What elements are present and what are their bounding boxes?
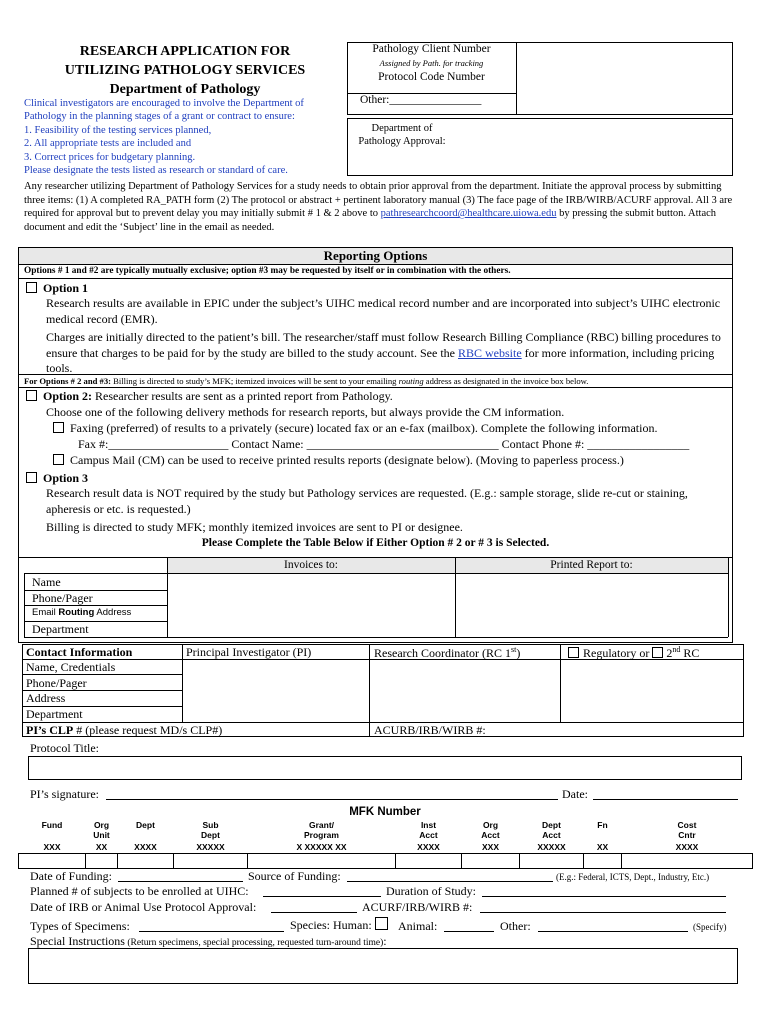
option-3-checkbox[interactable] <box>26 472 37 483</box>
invoices-to-header: Invoices to: <box>284 559 338 571</box>
options-note-b: address as designated in the invoice box below. <box>423 376 589 386</box>
option-3[interactable] <box>26 471 88 486</box>
mfk-input-row <box>19 853 753 868</box>
rc-header-end: ) <box>516 646 521 660</box>
printed-report-header: Printed Report to: <box>550 559 633 571</box>
client-number-sub: Assigned by Path. for tracking <box>379 58 484 68</box>
pi-header: Principal Investigator (PI) <box>186 645 312 659</box>
pi-clp-rest: # (please request MD/s CLP#) <box>73 723 223 737</box>
planned-subjects-label: Planned # of subjects to be enrolled at UIHC: <box>30 884 249 898</box>
approval-label <box>347 122 457 148</box>
mfk-dept-input[interactable] <box>118 853 174 868</box>
mfk-inst-acct: Acct <box>419 830 438 840</box>
title-line-2: UTILIZING PATHOLOGY SERVICES <box>64 63 306 78</box>
specify-hint: (Specify) <box>693 922 727 932</box>
mfk-header-org-unit <box>86 820 118 842</box>
acurf-label: ACURF/IRB/WIRB #: <box>362 900 473 914</box>
special-hint: (Return specimens, special processing, requested turn-around time) <box>124 938 384 948</box>
second-rc-sup: nd <box>672 645 681 654</box>
option-2-choose: Choose one of the following delivery methods for research reports, but always provide the CM information. <box>46 405 565 419</box>
mfk-header-dept-acct <box>520 820 584 842</box>
mfk-header-cost-cntr <box>622 820 753 842</box>
option-1-desc: Research results are available in EPIC under the subject’s UIHC medical record number and are incorporated into subject’s UIHC electronic medical record (EMR). <box>46 296 721 326</box>
mfk-header-sub-dept <box>174 820 248 842</box>
invoice-row-phone: Phone/Pager <box>32 591 93 605</box>
mfk-fund-format: XXX <box>43 842 61 852</box>
mfk-inst: Inst <box>420 820 437 830</box>
option-2-label: Option 2: <box>43 389 93 403</box>
mfk-dept-acct-format: XXXXX <box>537 842 566 852</box>
mfk-sub: Sub <box>202 820 219 830</box>
mfk-fn-input[interactable] <box>584 853 622 868</box>
contact-heading: Contact Information <box>26 645 133 659</box>
source-of-funding-label: Source of Funding: <box>248 869 341 883</box>
mfk-org-acct-format: XXX <box>481 842 499 852</box>
campus-mail-option[interactable] <box>53 453 624 468</box>
email-label-rest: Address <box>94 607 132 618</box>
date-label: Date: <box>562 787 588 801</box>
mfk-program: Program <box>304 830 339 840</box>
mfk-grant-format: X XXXXX XX <box>296 842 347 852</box>
mfk-unit: Unit <box>93 830 110 840</box>
option-1[interactable] <box>26 281 88 296</box>
client-number-label: Pathology Client Number <box>372 43 491 55</box>
printed-report-input[interactable] <box>456 574 727 636</box>
intro-item-1: 1. Feasibility of the testing services planned, <box>24 124 212 136</box>
option-3-text <box>46 486 731 536</box>
rc-header-text: Research Coordinator (RC 1 <box>374 646 511 660</box>
human-checkbox[interactable] <box>375 917 388 930</box>
mfk-heading: MFK Number <box>349 806 421 818</box>
date-of-funding-label: Date of Funding: <box>30 869 112 883</box>
instructions-text: Any researcher utilizing Department of Pathology Services for a study needs to obtain prior approval from the department. Initiate the approval process by submitting three items: (1) A completed RA_PATH form (2) The protocol or abstract + pertinent laboratory manual (3) The face page of the IRB/WIRB/ACURF approval. All 3 are required for approval but to prevent delay you may initially submit # 1 & 2 above to <box>24 181 733 220</box>
option-1-checkbox[interactable] <box>26 282 37 293</box>
mfk-fn-format: XX <box>596 842 609 852</box>
mfk-header-org-acct <box>462 820 520 842</box>
option-2-checkbox[interactable] <box>26 390 37 401</box>
options-2-3-note <box>24 376 588 386</box>
mfk-grant-input[interactable] <box>248 853 396 868</box>
animal-label: Animal: <box>398 919 438 933</box>
rbc-website-link[interactable]: RBC website <box>458 345 522 360</box>
date-line[interactable] <box>593 788 738 800</box>
mfk-dept-acct-input[interactable] <box>520 853 584 868</box>
source-hint: (E.g.: Federal, ICTS, Dept., Industry, Etc.) <box>556 872 710 882</box>
protocol-title-label: Protocol Title: <box>30 741 100 755</box>
mfk-header-grant <box>248 820 396 842</box>
other-specimen-label: Other: <box>500 919 531 933</box>
title-line-1: RESEARCH APPLICATION FOR <box>79 44 291 59</box>
mfk-org-unit-input[interactable] <box>86 853 118 868</box>
mfk-inst-acct-input[interactable] <box>396 853 462 868</box>
irb-date-label: Date of IRB or Animal Use Protocol Approval: <box>30 900 257 914</box>
approval-label-1: Department of <box>371 123 433 134</box>
campus-mail-text: Campus Mail (CM) can be used to receive printed results reports (designate below). (Moving to paperless process.) <box>70 453 624 467</box>
email-routing-bold: Routing <box>58 607 95 618</box>
mfk-cost-cntr-input[interactable] <box>622 853 753 868</box>
special-instructions-label <box>30 934 387 949</box>
mfk-inst-acct-format: XXXX <box>417 842 440 852</box>
mfk-fund: Fund <box>41 820 63 830</box>
mfk-cost-cntr-format: XXXX <box>675 842 699 852</box>
regulatory-text: Regulatory or <box>583 646 653 660</box>
reporting-note: Options # 1 and #2 are typically mutually exclusive; option #3 may be requested by itself or in combination with the others. <box>24 266 511 276</box>
mfk-org-acct-input[interactable] <box>462 853 520 868</box>
mfk-sub-dept: Dept <box>201 830 220 840</box>
regulatory-checkbox[interactable] <box>568 647 579 658</box>
rc-input[interactable] <box>370 660 559 721</box>
mfk-header-inst-acct <box>396 820 462 842</box>
second-rc-end: RC <box>680 646 700 660</box>
options-note-a: Billing is directed to study’s MFK; itemized invoices will be sent to your emailing <box>111 376 399 386</box>
mfk-format-row <box>19 842 753 853</box>
invoice-row-name: Name <box>32 575 61 589</box>
form-title <box>40 42 330 99</box>
contact-row-address: Address <box>26 691 66 705</box>
mfk-sub-dept-format: XXXXX <box>196 842 225 852</box>
protocol-code-label: Protocol Code Number <box>378 71 485 83</box>
pi-clp-bold: PI’s CLP <box>26 723 74 737</box>
option-2-text: Researcher results are sent as a printed report from Pathology. <box>92 389 393 403</box>
approval-label-2: Pathology Approval: <box>358 136 446 147</box>
special-label-text: Special Instructions <box>30 934 125 948</box>
subtitle: Department of Pathology <box>109 82 261 97</box>
invoice-row-email <box>32 607 131 618</box>
special-instructions-input[interactable] <box>28 948 738 984</box>
option-2[interactable] <box>26 389 393 404</box>
option-3-billing: Billing is directed to study MFK; monthly itemized invoices are sent to PI or designee. <box>46 520 463 535</box>
mfk-org: Org <box>93 820 110 830</box>
fax-option[interactable] <box>53 421 657 436</box>
intro-text: Clinical investigators are encouraged to involve the Department of Pathology in the planning stages of a grant or contract to ensure: <box>24 98 304 123</box>
mfk-cost: Cost <box>677 820 697 830</box>
instructions <box>24 180 744 234</box>
duration-label: Duration of Study: <box>386 884 476 898</box>
mfk-org2: Org <box>482 820 499 830</box>
types-of-specimens-line[interactable] <box>139 920 284 932</box>
date-of-funding-line[interactable] <box>118 870 243 882</box>
option-1-label: Option 1 <box>43 281 89 295</box>
pi-clp-label <box>26 723 222 738</box>
fax-line[interactable]: Fax #:____________________ Contact Name: ________________________________ Contact Phone #: _________________ <box>78 437 690 451</box>
mfk-org-unit-format: XX <box>95 842 108 852</box>
contact-row-name: Name, Credentials <box>26 660 116 674</box>
email-label: Email <box>32 607 59 618</box>
mfk-org-acct: Acct <box>481 830 500 840</box>
other-label: Other:________________ <box>360 94 482 106</box>
pi-signature-label: PI’s signature: <box>30 787 99 801</box>
species-human-label: Species: Human: <box>290 918 372 932</box>
irb-date-line[interactable] <box>271 901 357 913</box>
acurf-line[interactable] <box>480 901 726 913</box>
mfk-header-dept <box>118 820 174 842</box>
invoices-to-input[interactable] <box>168 574 454 636</box>
complete-table-note: Please Complete the Table Below if Either Option # 2 or # 3 is Selected. <box>201 537 550 549</box>
fax-checkbox[interactable] <box>53 422 64 433</box>
options-note-bold: For Options # 2 and #3: <box>24 376 111 386</box>
fax-text: Faxing (preferred) of results to a privately (secure) located fax or an e-fax (mailbox). Complete the following information. <box>70 421 658 435</box>
planned-subjects-line[interactable] <box>263 885 381 897</box>
mfk-dept2: Dept <box>542 820 561 830</box>
option-1-billing <box>46 330 726 377</box>
client-number-input[interactable] <box>517 43 732 114</box>
instructions-text-2: by pressing the submit button. Attach document and edit the ‘Subject’ line in the email as needed. <box>24 208 717 233</box>
protocol-title-input[interactable] <box>28 756 742 780</box>
acurb-label: ACURB/IRB/WIRB #: <box>374 723 486 737</box>
mfk-sub-dept-input[interactable] <box>174 853 248 868</box>
mfk-header-fund <box>19 820 86 842</box>
mfk-fund-input[interactable] <box>19 853 86 868</box>
duration-line[interactable] <box>482 885 726 897</box>
intro-note: Please designate the tests listed as research or standard of care. <box>24 165 288 177</box>
option-1-billing-text: Charges are initially directed to the patient’s bill. The researcher/staff must follow Research Billing Compliance (RBC) billing procedures to ensure that charges to be paid for by the study are billed to the study account. See the <box>46 330 721 360</box>
mfk-fn: Fn <box>597 820 608 830</box>
mfk-dept: Dept <box>136 820 155 830</box>
reporting-heading: Reporting Options <box>19 248 732 265</box>
contact-row-department: Department <box>26 707 83 721</box>
second-rc-text: 2 <box>663 646 673 660</box>
options-note-italic: routing <box>398 376 424 386</box>
email-link[interactable]: pathresearchcoord@healthcare.uiowa.edu <box>380 208 557 220</box>
mfk-dept-format: XXXX <box>134 842 157 852</box>
option-1-text <box>46 296 726 377</box>
source-of-funding-line[interactable] <box>347 870 553 882</box>
mfk-cntr: Cntr <box>678 830 696 840</box>
intro-item-2: 2. All appropriate tests are included and <box>24 138 192 150</box>
contact-row-phone: Phone/Pager <box>26 676 87 690</box>
invoice-row-department: Department <box>32 622 89 636</box>
mfk-table <box>18 820 753 869</box>
mfk-header-row <box>19 820 753 842</box>
animal-line[interactable] <box>444 920 494 932</box>
option-3-desc: Research result data is NOT required by the study but Pathology services are requested. (E.g.: sample storage, slide re-cut or staining, apheresis or etc. is requested.) <box>46 486 688 516</box>
mfk-header-fn <box>584 820 622 842</box>
intro-item-3: 3. Correct prices for budgetary planning. <box>24 151 196 163</box>
mfk-grant: Grant/ <box>308 820 335 830</box>
rc-header <box>374 645 520 661</box>
regulatory-header <box>568 645 699 661</box>
pi-signature-line[interactable] <box>106 788 558 800</box>
rc-header-sup: st <box>510 645 517 654</box>
intro-block <box>24 97 334 177</box>
campus-mail-checkbox[interactable] <box>53 454 64 465</box>
other-specimen-line[interactable] <box>538 920 688 932</box>
regulatory-input[interactable] <box>561 660 743 721</box>
types-of-specimens-label: Types of Specimens: <box>30 919 130 933</box>
option-1-billing-end: for more information, including pricing tools. <box>46 345 715 376</box>
pi-input[interactable] <box>183 660 368 721</box>
mfk-dept-acct: Acct <box>542 830 561 840</box>
option-3-label: Option 3 <box>43 471 89 485</box>
second-rc-checkbox[interactable] <box>652 647 663 658</box>
special-colon: : <box>383 934 387 948</box>
species-human <box>290 917 394 933</box>
